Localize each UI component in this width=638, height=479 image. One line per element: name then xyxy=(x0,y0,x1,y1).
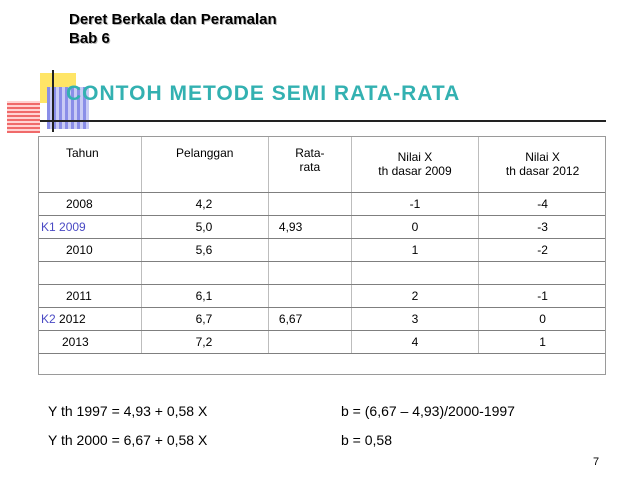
header-nilai-x-2009 xyxy=(351,136,478,193)
table-header-row xyxy=(38,136,606,193)
cell-pelanggan: 5,0 xyxy=(141,216,268,239)
cell-tahun xyxy=(38,216,141,239)
cell-rata xyxy=(268,331,351,354)
cell-tahun xyxy=(38,239,141,262)
cell-tahun xyxy=(38,193,141,216)
cell-x2012: -3 xyxy=(479,216,606,239)
header-rata-rata xyxy=(268,136,351,193)
cell-x2009: 4 xyxy=(351,331,478,354)
title-underline xyxy=(40,120,606,122)
cell-rata: 4,93 xyxy=(268,216,351,239)
header-nilai-x-2012 xyxy=(479,136,606,193)
cell-rata xyxy=(268,285,351,308)
header-rata-line1: Rata- xyxy=(295,146,325,160)
cell-pelanggan: 5,6 xyxy=(141,239,268,262)
formula-y-1997: Y th 1997 = 4,93 + 0,58 X xyxy=(48,403,208,419)
table-row xyxy=(38,285,606,308)
cell-tahun xyxy=(38,331,141,354)
k-label: K2 xyxy=(41,312,56,326)
cell-pelanggan: 6,7 xyxy=(141,308,268,331)
cell-empty xyxy=(479,262,606,285)
k-label: K1 xyxy=(41,220,56,234)
header-nx2009-line2: th dasar 2009 xyxy=(378,164,452,178)
header-nx2012-line2: th dasar 2012 xyxy=(505,164,580,178)
decor-vertical-line xyxy=(52,70,54,132)
cell-x2009: 0 xyxy=(351,216,478,239)
cell-pelanggan: 6,1 xyxy=(141,285,268,308)
cell-x2012: 0 xyxy=(479,308,606,331)
slide-title: CONTOH METODE SEMI RATA-RATA xyxy=(66,82,461,105)
cell-empty xyxy=(141,262,268,285)
cell-empty xyxy=(268,262,351,285)
table-row xyxy=(38,308,606,331)
header-line-1: Deret Berkala dan Peramalan xyxy=(69,11,277,28)
cell-rata: 6,67 xyxy=(268,308,351,331)
decor-red-square xyxy=(7,101,40,133)
cell-x2009: 3 xyxy=(351,308,478,331)
tahun-value: 2010 xyxy=(66,243,93,257)
page-number: 7 xyxy=(593,456,600,468)
tahun-value: 2012 xyxy=(59,312,86,326)
cell-rata xyxy=(268,193,351,216)
data-table xyxy=(38,136,606,354)
cell-x2009: 2 xyxy=(351,285,478,308)
cell-x2012: -4 xyxy=(479,193,606,216)
cell-rata xyxy=(268,239,351,262)
cell-x2009: 1 xyxy=(351,239,478,262)
header-line-2: Bab 6 xyxy=(69,30,110,47)
table-row xyxy=(38,239,606,262)
cell-empty xyxy=(351,262,478,285)
cell-x2012: -1 xyxy=(479,285,606,308)
formula-b-computation: b = (6,67 – 4,93)/2000-1997 xyxy=(341,403,515,419)
table-row xyxy=(38,193,606,216)
tahun-value: 2013 xyxy=(62,335,89,349)
table-row xyxy=(38,331,606,354)
tahun-value: 2011 xyxy=(66,289,92,303)
table-row xyxy=(38,216,606,239)
cell-x2012: -2 xyxy=(479,239,606,262)
header-tahun: Tahun xyxy=(38,136,141,193)
formula-b-value: b = 0,58 xyxy=(341,432,392,448)
tahun-value: 2008 xyxy=(66,197,93,211)
cell-x2009: -1 xyxy=(351,193,478,216)
header-nx2009-line1: Nilai X xyxy=(397,150,433,164)
cell-pelanggan: 7,2 xyxy=(141,331,268,354)
header-rata-line2: rata xyxy=(299,160,321,174)
cell-pelanggan: 4,2 xyxy=(141,193,268,216)
tahun-value: 2009 xyxy=(59,220,86,234)
cell-empty xyxy=(38,262,141,285)
header-pelanggan: Pelanggan xyxy=(141,136,268,193)
formula-y-2000: Y th 2000 = 6,67 + 0,58 X xyxy=(48,432,208,448)
header-nx2012-line1: Nilai X xyxy=(525,150,560,164)
cell-tahun xyxy=(38,308,141,331)
table-row-empty xyxy=(38,262,606,285)
slide-header xyxy=(69,10,277,48)
cell-tahun xyxy=(38,285,141,308)
cell-x2012: 1 xyxy=(479,331,606,354)
